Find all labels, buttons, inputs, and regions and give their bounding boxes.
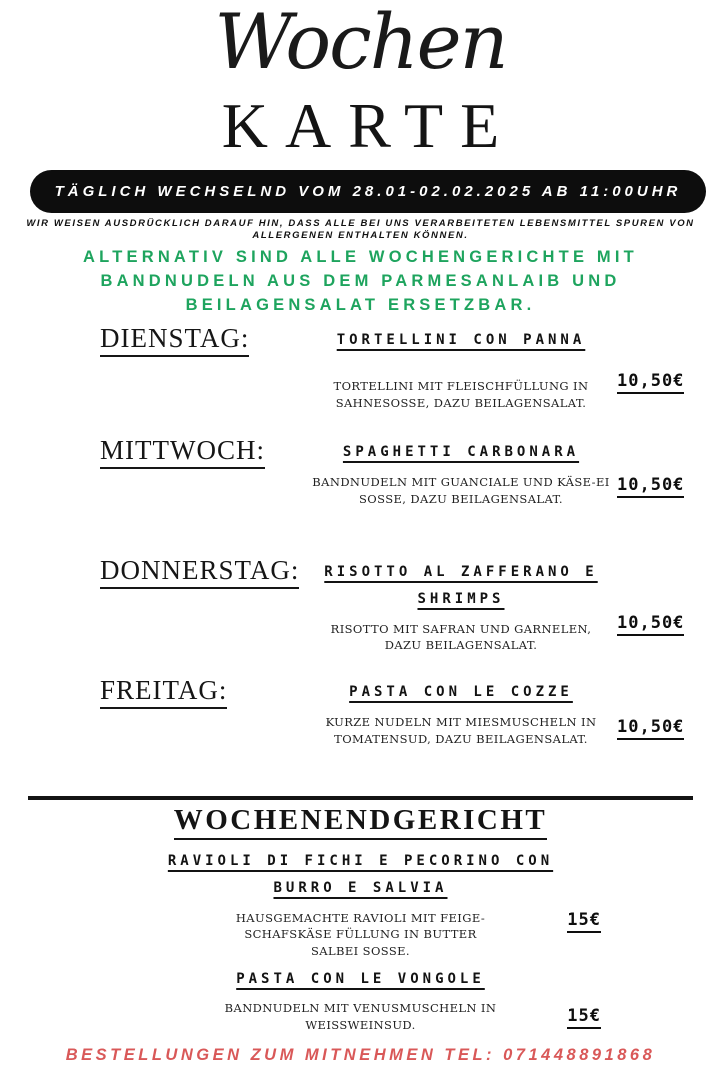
weekend-dish-vongole [0, 966, 721, 1040]
section-divider [28, 796, 693, 800]
order-phone-note: BESTELLUNGEN ZUM MITNEHMEN TEL: 071448891868 [65, 1045, 656, 1064]
day-label: DIENSTAG: [100, 323, 249, 357]
title-script: Wochen [214, 0, 507, 86]
dish-price: 15€ [567, 1006, 601, 1029]
dish-title: TORTELLINI CON PANNA [336, 332, 586, 349]
validity-banner [30, 170, 706, 213]
validity-banner-text: TÄGLICH WECHSELND VOM 28.01-02.02.2025 AB 11:00UHR [54, 183, 682, 200]
dish-title: RAVIOLI DI FICHI E PECORINO CON BURRO E SALVIA [167, 853, 554, 897]
day-label: MITTWOCH: [100, 435, 265, 469]
weekend-heading: WOCHENENDGERICHT [174, 804, 548, 840]
dish-price: 10,50€ [617, 475, 684, 498]
day-label: FREITAG: [100, 675, 227, 709]
menu-row-freitag [0, 671, 721, 796]
header [0, 0, 721, 213]
dish-description: RISOTTO MIT SAFRAN UND GARNELEN, DAZU BEILAGENSALAT. [330, 621, 592, 653]
alternative-note: ALTERNATIV SIND ALLE WOCHENGERICHTE MIT BANDNUDELN AUS DEM PARMESANLAIB UND BEILAGENSALAT ERSETZBAR. [83, 247, 638, 314]
dish-description: BANDNUDELN MIT VENUSMUSCHELN IN WEISSWEINSUD. [224, 1001, 497, 1032]
weekday-list [0, 319, 721, 796]
allergen-note: WIR WEISEN AUSDRÜCKLICH DARAUF HIN, DASS ALLE BEI UNS VERARBEITETEN LEBENSMITTEL SPUREN VON ALLERGENEN ENTHALTEN KÖNNEN. [26, 218, 695, 242]
dish-description: KURZE NUDELN MIT MIESMUSCHELN IN TOMATENSUD, DAZU BEILAGENSALAT. [325, 715, 597, 746]
dish-title: PASTA CON LE VONGOLE [236, 970, 485, 987]
menu-row-mittwoch [0, 431, 721, 551]
dish-title: SPAGHETTI CARBONARA [342, 444, 580, 461]
dish-description: BANDNUDELN MIT GUANCIALE UND KÄSE-EI SOSSE, DAZU BEILAGENSALAT. [312, 475, 610, 506]
dish-price: 15€ [567, 910, 601, 933]
dish-price: 10,50€ [617, 371, 684, 394]
dish-description: HAUSGEMACHTE RAVIOLI MIT FEIGE- SCHAFSKÄSE FÜLLUNG IN BUTTER SALBEI SOSSE. [235, 910, 486, 958]
dish-title: RISOTTO AL ZAFFERANO E SHRIMPS [324, 564, 598, 608]
menu-row-donnerstag [0, 551, 721, 671]
dish-price: 10,50€ [617, 717, 684, 740]
menu-row-dienstag [0, 319, 721, 431]
dish-price: 10,50€ [617, 613, 684, 636]
weekend-dish-ravioli [0, 848, 721, 959]
dish-description: TORTELLINI MIT FLEISCHFÜLLUNG IN SAHNESOSSE, DAZU BEILAGENSALAT. [333, 379, 589, 410]
page-title: KARTE [221, 90, 517, 161]
dish-title: PASTA CON LE COZZE [349, 684, 573, 701]
day-label: DONNERSTAG: [100, 555, 299, 589]
